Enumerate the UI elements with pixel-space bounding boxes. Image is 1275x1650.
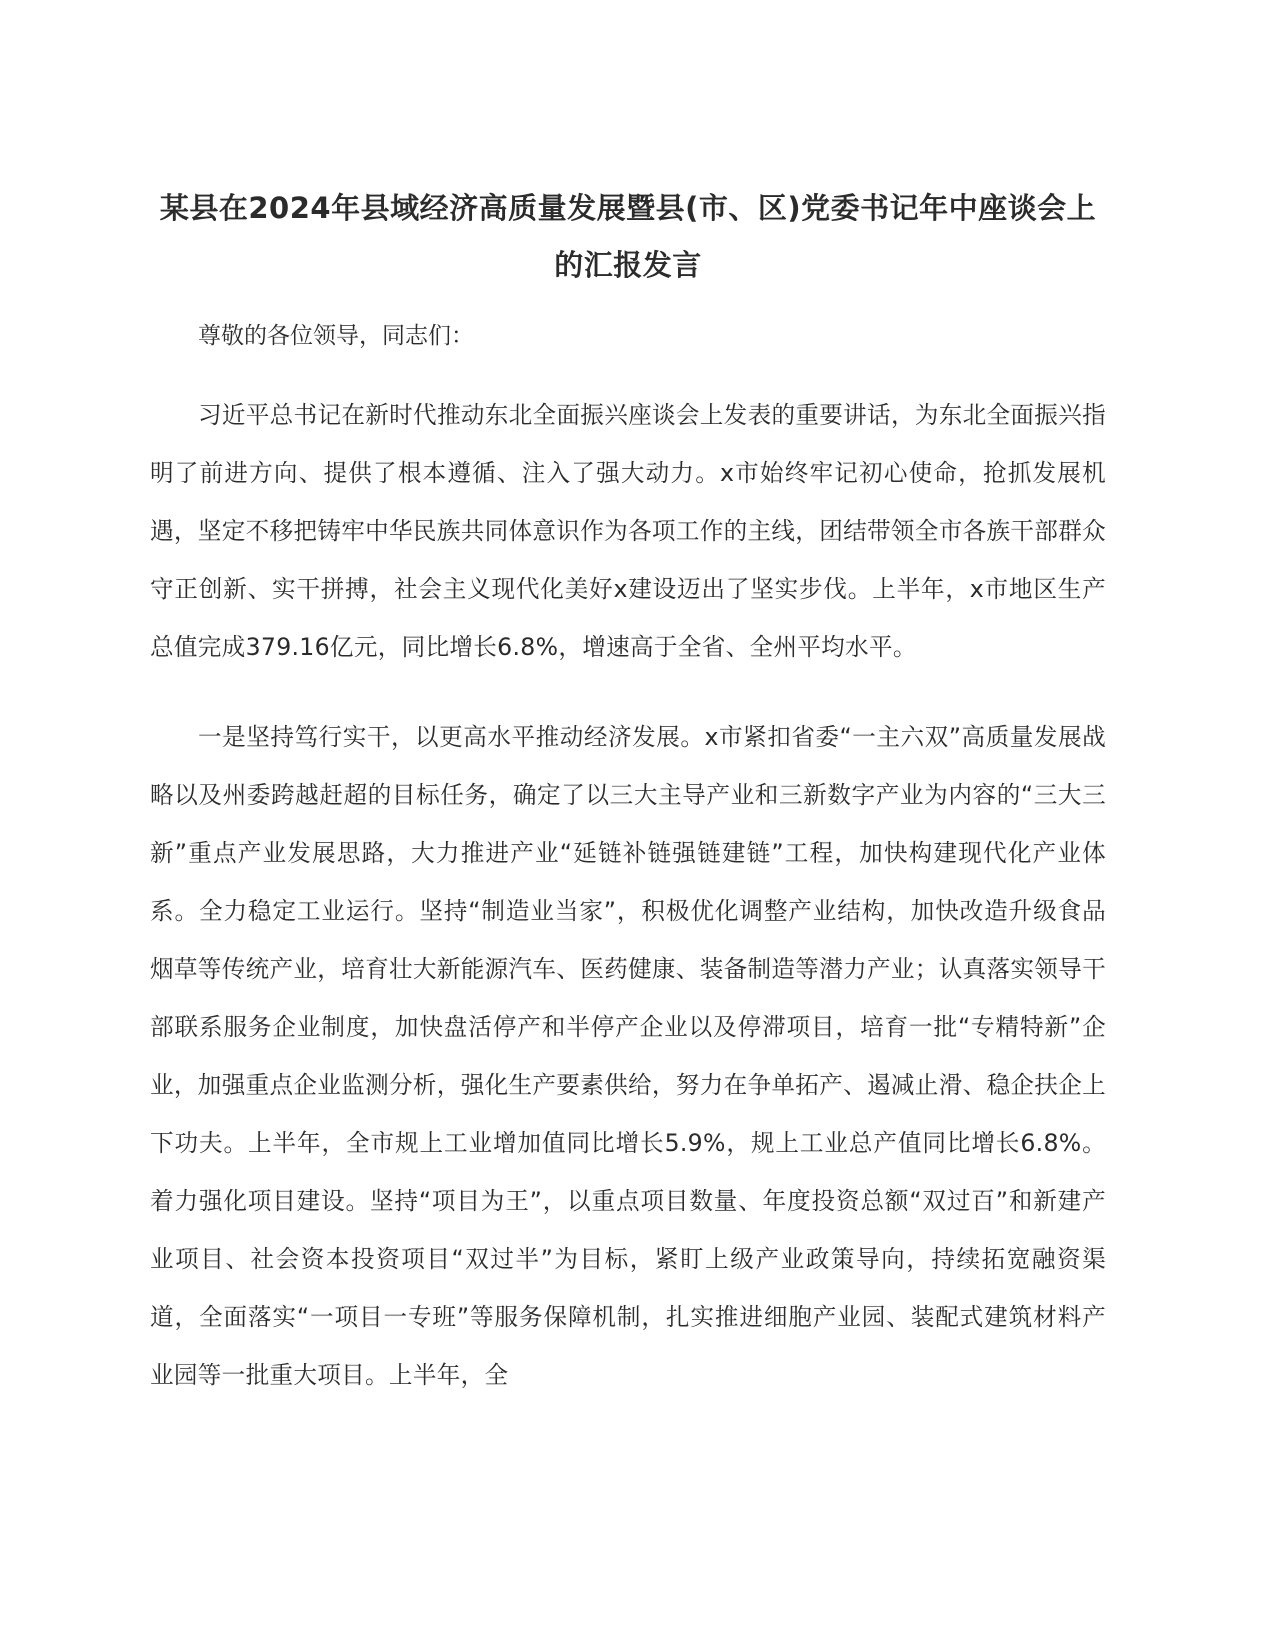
- body-paragraph-1: 习近平总书记在新时代推动东北全面振兴座谈会上发表的重要讲话，为东北全面振兴指明了前进方向、提供了根本遵循、注入了强大动力。x市始终牢记初心使命，抢抓发展机遇，坚定不移把铸牢中华民族共同体意识作为各项工作的主线，团结带领全市各族干部群众守正创新、实干拼搏，社会主义现代化美好x建设迈出了坚实步伐。上半年，x市地区生产总值完成379.16亿元，同比增长6.8%，增速高于全省、全州平均水平。: [150, 401, 1106, 661]
- document-page: [150, 180, 1106, 1436]
- body-paragraph-2: 一是坚持笃行实干，以更高水平推动经济发展。x市紧扣省委“一主六双”高质量发展战略以及州委跨越赶超的目标任务，确定了以三大主导产业和三新数字产业为内容的“三大三新”重点产业发展思路，大力推进产业“延链补链强链建链”工程，加快构建现代化产业体系。全力稳定工业运行。坚持“制造业当家”，积极优化调整产业结构，加快改造升级食品烟草等传统产业，培育壮大新能源汽车、医药健康、装备制造等潜力产业；认真落实领导干部联系服务企业制度，加快盘活停产和半停产企业以及停滞项目，培育一批“专精特新”企业，加强重点企业监测分析，强化生产要素供给，努力在争单拓产、遏减止滑、稳企扶企上下功夫。上半年，全市规上工业增加值同比增长5.9%，规上工业总产值同比增长6.8%。着力强化项目建设。坚持“项目为王”，以重点项目数量、年度投资总额“双过百”和新建产业项目、社会资本投资项目“双过半”为目标，紧盯上级产业政策导向，持续拓宽融资渠道，全面落实“一项目一专班”等服务保障机制，扎实推进细胞产业园、装配式建筑材料产业园等一批重大项目。上半年，全: [150, 723, 1106, 1389]
- salutation: 尊敬的各位领导，同志们：: [198, 323, 474, 349]
- document-title: 某县在2024年县域经济高质量发展暨县(市、区)党委书记年中座谈会上的汇报发言: [159, 191, 1097, 282]
